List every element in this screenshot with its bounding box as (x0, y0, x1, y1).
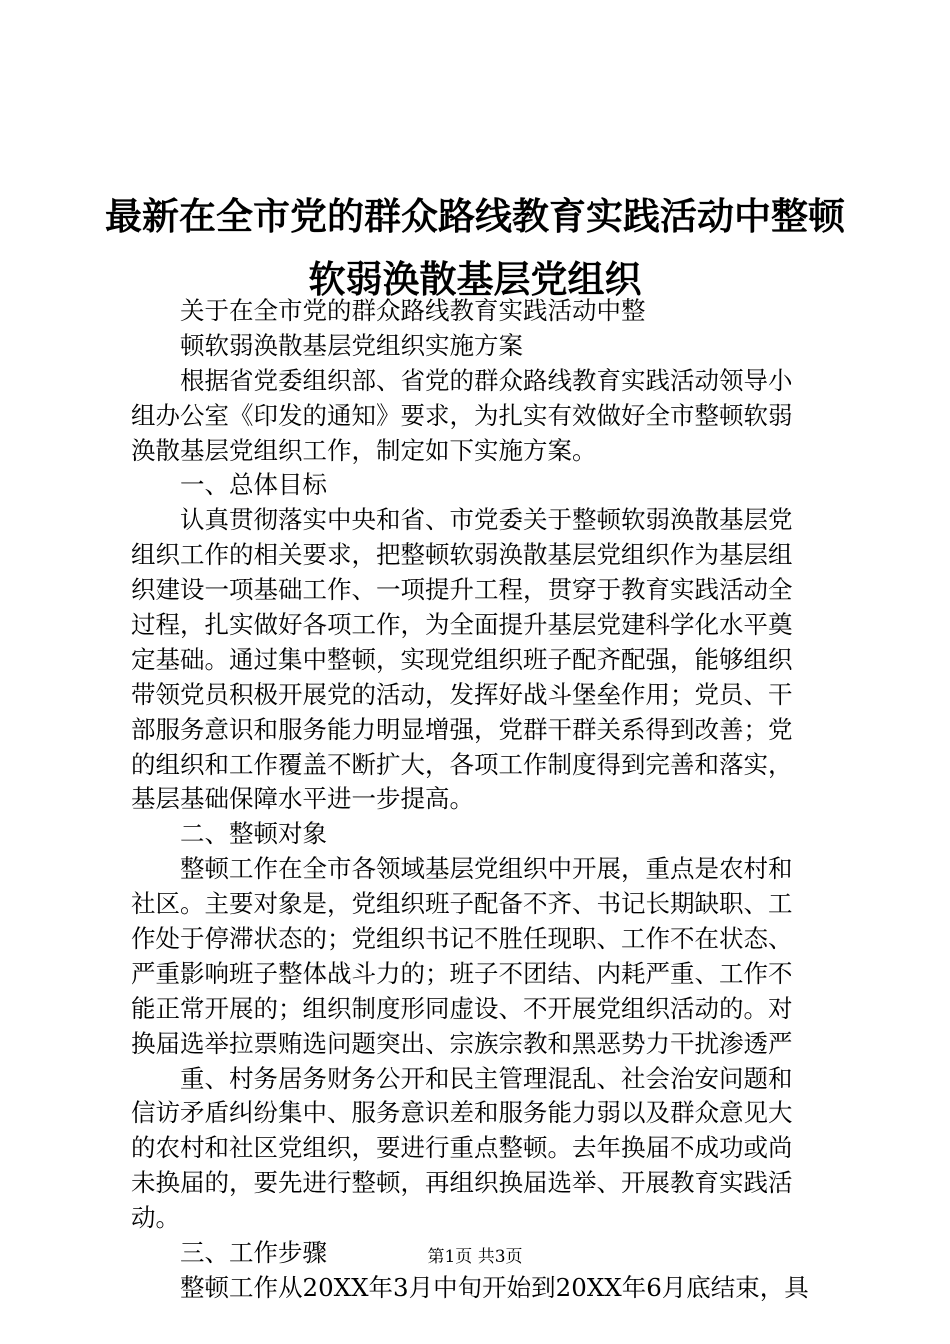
document-title-line-1: 最新在全市党的群众路线教育实践活动中整顿 (105, 194, 845, 238)
body-text-line: 二、整顿对象 (180, 819, 327, 849)
body-text-line: 根据省党委组织部、省党的群众路线教育实践活动领导小 (180, 365, 793, 395)
body-text-line: 动。 (131, 1203, 180, 1233)
body-text-line: 织建设一项基础工作、一项提升工程，贯穿于教育实践活动全 (131, 575, 793, 605)
body-text-line: 信访矛盾纠纷集中、服务意识差和服务能力弱以及群众意见大 (131, 1098, 793, 1128)
body-text-line: 未换届的，要先进行整顿，再组织换届选举、开展教育实践活 (131, 1168, 793, 1198)
body-text-line: 部服务意识和服务能力明显增强，党群干群关系得到改善；党 (131, 714, 793, 744)
body-text-line: 整顿工作在全市各领域基层党组织中开展，重点是农村和 (180, 854, 793, 884)
body-text-line: 的农村和社区党组织，要进行重点整顿。去年换届不成功或尚 (131, 1133, 793, 1163)
body-text-line: 组办公室《印发的通知》要求，为扎实有效做好全市整顿软弱 (131, 400, 793, 430)
document-title-line-2: 软弱涣散基层党组织 (308, 257, 642, 301)
body-text-line: 重、村务居务财务公开和民主管理混乱、社会治安问题和 (180, 1063, 793, 1093)
body-text-line: 顿软弱涣散基层党组织实施方案 (180, 330, 523, 360)
body-text-line: 组织工作的相关要求，把整顿软弱涣散基层党组织作为基层组 (131, 540, 793, 570)
body-text-line: 社区。主要对象是，党组织班子配备不齐、书记长期缺职、工 (131, 889, 793, 919)
body-text-line: 涣散基层党组织工作，制定如下实施方案。 (131, 435, 597, 465)
body-text-line: 定基础。通过集中整顿，实现党组织班子配齐配强，能够组织 (131, 644, 793, 674)
body-text-line: 严重影响班子整体战斗力的；班子不团结、内耗严重、工作不 (131, 958, 793, 988)
body-text-line: 带领党员积极开展党的活动，发挥好战斗堡垒作用；党员、干 (131, 679, 793, 709)
page-footer: 第1页 共3页 (427, 1247, 523, 1267)
document-body (131, 294, 831, 1306)
body-text-line: 基层基础保障水平进一步提高。 (131, 784, 474, 814)
body-text-line: 过程，扎实做好各项工作，为全面提升基层党建科学化水平奠 (131, 610, 793, 640)
body-text-line: 整顿工作从20XX年3月中旬开始到20XX年6月底结束，具 (180, 1272, 809, 1302)
body-text-line: 认真贯彻落实中央和省、市党委关于整顿软弱涣散基层党 (180, 505, 793, 535)
body-text-line: 作处于停滞状态的；党组织书记不胜任现职、工作不在状态、 (131, 924, 793, 954)
body-text-line: 三、工作步骤 (180, 1238, 327, 1268)
body-text-line: 的组织和工作覆盖不断扩大，各项工作制度得到完善和落实， (131, 749, 793, 779)
body-text-line: 能正常开展的；组织制度形同虚设、不开展党组织活动的。对 (131, 993, 793, 1023)
body-text-line: 关于在全市党的群众路线教育实践活动中整 (180, 296, 646, 325)
body-text-line: 换届选举拉票贿选问题突出、宗族宗教和黑恶势力干扰渗透严 (131, 1028, 793, 1058)
body-text-line: 一、总体目标 (180, 470, 327, 500)
